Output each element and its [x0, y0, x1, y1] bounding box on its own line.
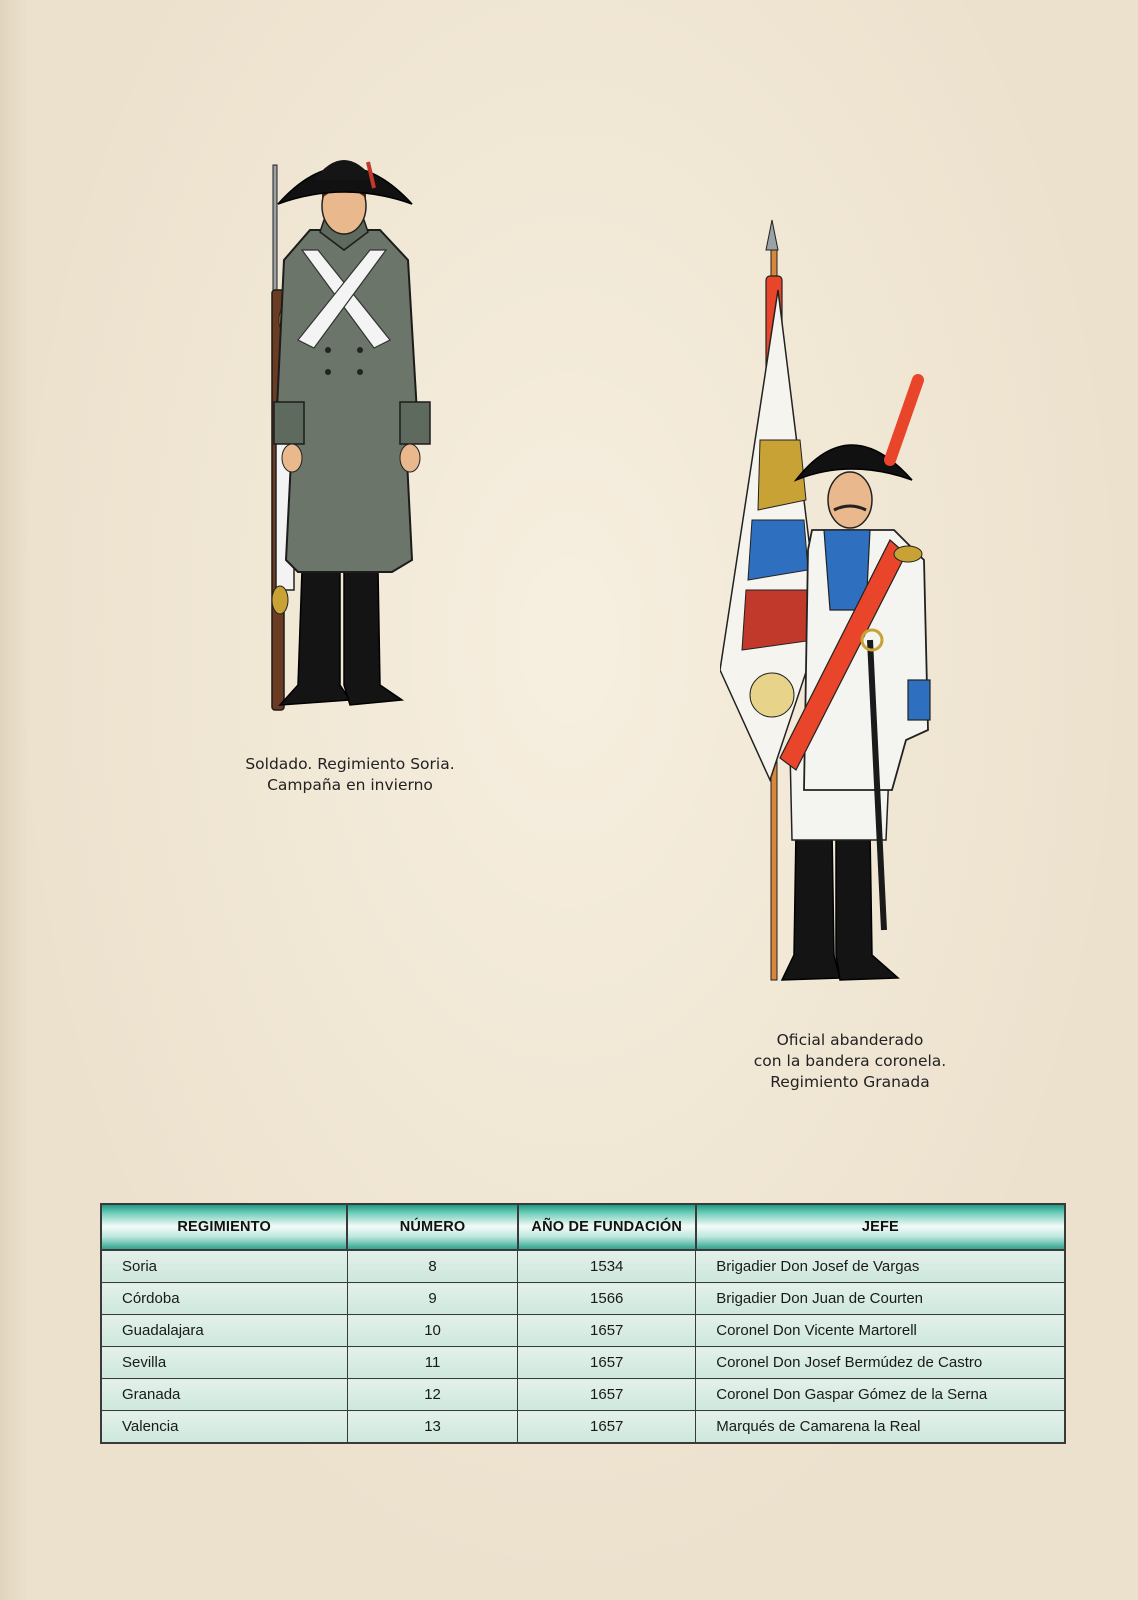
- cell-jefe: Coronel Don Josef Bermúdez de Castro: [696, 1347, 1065, 1379]
- cell-regimiento: Córdoba: [101, 1283, 347, 1315]
- cell-numero: 13: [347, 1411, 517, 1444]
- table-row: [101, 1411, 1065, 1444]
- regiments-table-container: [100, 1203, 1066, 1444]
- table-header-row: [101, 1204, 1065, 1250]
- cell-ano-fundacion: 1657: [518, 1379, 696, 1411]
- cell-jefe: Coronel Don Gaspar Gómez de la Serna: [696, 1379, 1065, 1411]
- cell-numero: 12: [347, 1379, 517, 1411]
- cell-regimiento: Sevilla: [101, 1347, 347, 1379]
- header-ano-fundacion: AÑO DE FUNDACIÓN: [518, 1204, 696, 1250]
- cell-regimiento: Soria: [101, 1250, 347, 1283]
- officer-caption-line-2: con la bandera coronela.: [753, 1052, 947, 1070]
- header-regimiento: REGIMIENTO: [101, 1204, 347, 1250]
- cell-numero: 8: [347, 1250, 517, 1283]
- header-numero: NÚMERO: [347, 1204, 517, 1250]
- soldier-caption-line-2: Campaña en invierno: [267, 776, 433, 794]
- cell-ano-fundacion: 1534: [518, 1250, 696, 1283]
- soldier-figure-drawing: [240, 140, 450, 740]
- officer-caption-line-3: Regimiento Granada: [770, 1073, 930, 1091]
- cell-jefe: Brigadier Don Josef de Vargas: [696, 1250, 1065, 1283]
- cell-jefe: Marqués de Camarena la Real: [696, 1411, 1065, 1444]
- table-row: [101, 1347, 1065, 1379]
- cell-ano-fundacion: 1657: [518, 1315, 696, 1347]
- cell-jefe: Coronel Don Vicente Martorell: [696, 1315, 1065, 1347]
- cell-jefe: Brigadier Don Juan de Courten: [696, 1283, 1065, 1315]
- table-row: [101, 1283, 1065, 1315]
- cell-ano-fundacion: 1657: [518, 1347, 696, 1379]
- officer-caption: [700, 1030, 1000, 1093]
- table-row: [101, 1315, 1065, 1347]
- cell-numero: 9: [347, 1283, 517, 1315]
- header-jefe: JEFE: [696, 1204, 1065, 1250]
- soldier-caption-line-1: Soldado. Regimiento Soria.: [245, 755, 455, 773]
- table-row: [101, 1250, 1065, 1283]
- regiments-table: [100, 1203, 1066, 1444]
- cell-numero: 10: [347, 1315, 517, 1347]
- cell-regimiento: Granada: [101, 1379, 347, 1411]
- table-row: [101, 1379, 1065, 1411]
- soldier-caption: [200, 754, 500, 796]
- cell-ano-fundacion: 1566: [518, 1283, 696, 1315]
- officer-figure-drawing: [720, 210, 950, 1010]
- cell-numero: 11: [347, 1347, 517, 1379]
- cell-regimiento: Guadalajara: [101, 1315, 347, 1347]
- officer-caption-line-1: Oficial abanderado: [776, 1031, 924, 1049]
- cell-regimiento: Valencia: [101, 1411, 347, 1444]
- officer-illustration: [720, 210, 950, 1010]
- cell-ano-fundacion: 1657: [518, 1411, 696, 1444]
- soldier-illustration: [240, 140, 450, 740]
